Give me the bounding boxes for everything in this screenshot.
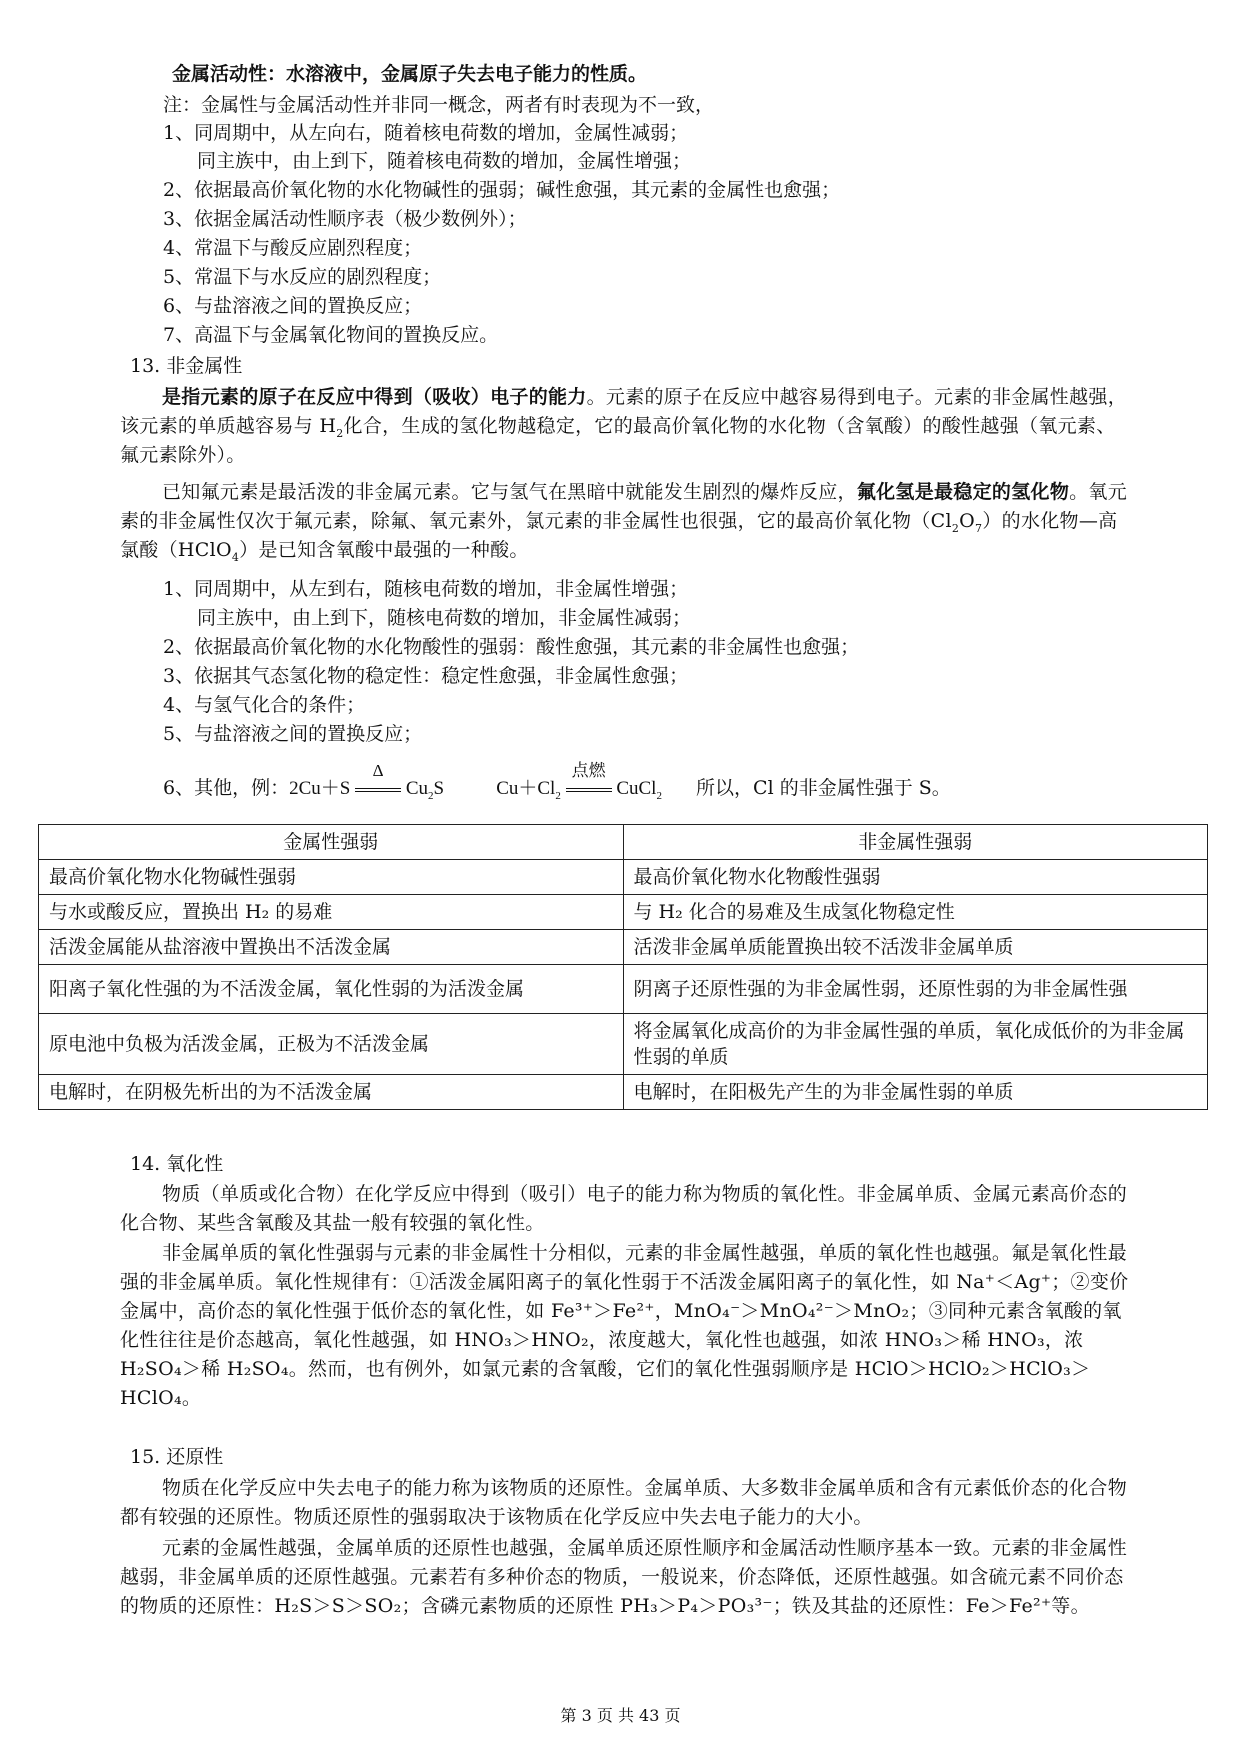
eq1-product: Cu: [405, 778, 429, 799]
eq1-reactants: 2Cu＋S: [289, 778, 351, 799]
metal-rule-7: 7、高温下与金属氧化物间的置换反应。: [163, 324, 499, 346]
nonmetal-rule-3: 3、依据其气态氢化物的稳定性：稳定性愈强，非金属性愈强；: [163, 665, 689, 687]
paragraph-15-1: 物质在化学反应中失去电子的能力称为该物质的还原性。金属单质、大多数非金属单质和含有元素低价态的化合物都有较强的还原性。物质还原性的强弱取决于该物质在化学反应中失去电子能力的大小。: [120, 1477, 1128, 1528]
eq1-product-sub: 2: [428, 789, 434, 802]
p13-1-bold: 是指元素的原子在反应中得到（吸收）电子的能力: [162, 386, 587, 408]
p13-1-text-b: 化合，生成的氢化物越稳定，它的最高价氧化物的水化物（含氧酸）的酸性越强（氧元素、氟元素除外）。: [120, 415, 1116, 466]
metal-rule-3: 3、依据金属活动性顺序表（极少数例外）；: [163, 208, 527, 230]
metal-note: 注：金属性与金属活动性并非同一概念，两者有时表现为不一致，: [163, 94, 715, 116]
p13-2-text-a: 已知氟元素是最活泼的非金属元素。它与氢气在黑暗中就能发生剧烈的爆炸反应，: [162, 481, 857, 503]
section-14-heading: 14. 氧化性: [130, 1153, 224, 1175]
nonmetal-rule-1b: 同主族中，由上到下，随核电荷数的增加，非金属性减弱；: [197, 607, 692, 629]
eq1-condition: Δ: [372, 761, 384, 780]
eq2-product: CuCl: [616, 778, 657, 799]
eq2-reactants: Cu＋Cl: [496, 778, 556, 799]
table-cell: 活泼非金属单质能置换出较不活泼非金属单质: [623, 930, 1208, 965]
table-cell: 最高价氧化物水化物碱性强弱: [39, 860, 624, 895]
p13-2-sub-1: 2: [951, 521, 960, 535]
rule-6-prefix: 6、其他，例：: [163, 777, 290, 799]
equation-1: [289, 761, 445, 802]
header-metal: 金属性强弱: [39, 825, 624, 860]
eq2-arrow: [566, 761, 612, 801]
metal-rule-5: 5、常温下与水反应的剧烈程度；: [163, 266, 442, 288]
table-row: [39, 860, 1208, 895]
p13-2-text-e: ）是已知含氧酸中最强的一种酸。: [239, 539, 529, 561]
metal-rule-2: 2、依据最高价氧化物的水化物碱性的强弱；碱性愈强，其元素的金属性也愈强；: [163, 179, 841, 201]
p13-2-text-d: ）的水化物—高氯酸（HClO: [120, 510, 1118, 561]
p13-2-sub-3: 4: [231, 550, 240, 564]
nonmetal-rule-4: 4、与氢气化合的条件；: [163, 694, 366, 716]
p13-2-text-b: 。氧元素的非金属性仅次于氟元素，除氟、氧元素外，氯元素的非金属性也很强，它的最高价氧化物（Cl: [120, 481, 1128, 532]
p13-1-sub: 2: [336, 426, 344, 440]
rule-6-suffix: 所以，Cl 的非金属性强于 S。: [696, 777, 951, 799]
nonmetal-rule-6: [163, 761, 951, 802]
p13-2-bold: 氟化氢是最稳定的氢化物: [856, 481, 1070, 503]
page-number-footer: 第 3 页 共 43 页: [560, 1706, 681, 1725]
p13-2-sub-2: 7: [975, 521, 983, 535]
paragraph-13-1: [120, 383, 1130, 470]
table-row: [39, 1014, 1208, 1075]
metal-rule-6: 6、与盐溶液之间的置换反应；: [163, 295, 423, 317]
table-row: [39, 965, 1208, 1014]
eq2-reactant-sub: 2: [555, 789, 561, 802]
equation-2: [496, 761, 662, 802]
eq2-equals-sign: [566, 788, 612, 792]
metal-activity-definition: 金属活动性：水溶液中，金属原子失去电子能力的性质。: [172, 63, 648, 85]
table-row: [39, 895, 1208, 930]
nonmetal-rule-1a: 1、同周期中，从左到右，随核电荷数的增加，非金属性增强；: [163, 578, 689, 600]
eq2-product-sub: 2: [656, 789, 662, 802]
eq1-product-tail: S: [433, 778, 445, 799]
eq1-arrow: [355, 761, 401, 801]
table-cell: 活泼金属能从盐溶液中置换出不活泼金属: [39, 930, 624, 965]
nonmetal-rule-5: 5、与盐溶液之间的置换反应；: [163, 723, 423, 745]
comparison-table: [38, 824, 1208, 1110]
table-cell: 最高价氧化物水化物酸性强弱: [623, 860, 1208, 895]
section-13-heading: 13. 非金属性: [130, 355, 243, 377]
table-cell: 原电池中负极为活泼金属，正极为不活泼金属: [39, 1014, 624, 1075]
header-nonmetal: 非金属性强弱: [623, 825, 1208, 860]
table-cell: 电解时，在阳极先产生的为非金属性弱的单质: [623, 1075, 1208, 1110]
nonmetal-rule-2: 2、依据最高价氧化物的水化物酸性的强弱：酸性愈强，其元素的非金属性也愈强；: [163, 636, 860, 658]
section-15-heading: 15. 还原性: [130, 1446, 224, 1468]
eq1-equals-sign: [355, 788, 401, 792]
table-cell: 阴离子还原性强的为非金属性弱，还原性弱的为非金属性强: [623, 965, 1208, 1014]
table-cell: 将金属氧化成高价的为非金属性强的单质，氧化成低价的为非金属性弱的单质: [623, 1014, 1208, 1075]
paragraph-15-2: 元素的金属性越强，金属单质的还原性也越强，金属单质还原性顺序和金属活动性顺序基本一致。元素的非金属性越弱，非金属单质的还原性越强。元素若有多种价态的物质，一般说来，价态降低，还原性越强。如含硫元素不同价态的物质的还原性：H₂S＞S＞SO₂；含磷元素物质的还原性 PH₃＞P₄＞PO₃³⁻；铁及其盐的还原性：Fe＞Fe²⁺等。: [120, 1537, 1128, 1617]
paragraph-14-1: 物质（单质或化合物）在化学反应中得到（吸引）电子的能力称为物质的氧化性。非金属单质、金属元素高价态的化合物、某些含氧酸及其盐一般有较强的氧化性。: [120, 1183, 1128, 1234]
paragraph-14-2: 非金属单质的氧化性强弱与元素的非金属性十分相似，元素的非金属性越强，单质的氧化性也越强。氟是氧化性最强的非金属单质。氧化性规律有：①活泼金属阳离子的氧化性弱于不活泼金属阳离子的氧化性，如 Na⁺＜Ag⁺；②变价金属中，高价态的氧化性强于低价态的氧化性，如 Fe³⁺＞Fe²⁺，MnO₄⁻＞MnO₄²⁻＞MnO₂；③同种元素含氧酸的氧化性往往是价态越高，氧化性越强，如 HNO₃＞HNO₂，浓度越大，氧化性也越强，如浓 HNO₃＞稀 HNO₃，浓 H₂SO₄＞稀 H₂SO₄。然而，也有例外，如氯元素的含氧酸，它们的氧化性强弱顺序是 HClO＞HClO₂＞HClO₃＞HClO₄。: [120, 1242, 1129, 1409]
paragraph-13-2: [120, 478, 1130, 565]
table-row: [39, 1075, 1208, 1110]
p13-1-text-a: 。元素的原子在反应中越容易得到电子。元素的非金属性越强，该元素的单质越容易与 H: [120, 386, 1128, 437]
table-cell: 电解时，在阴极先析出的为不活泼金属: [39, 1075, 624, 1110]
table-row: [39, 930, 1208, 965]
table-header-row: [39, 825, 1208, 860]
metal-rule-1b: 同主族中，由上到下，随着核电荷数的增加，金属性增强；: [197, 150, 692, 172]
table-cell: 与 H₂ 化合的易难及生成氢化物稳定性: [623, 895, 1208, 930]
eq2-condition: 点燃: [571, 761, 606, 780]
table-cell: 阳离子氧化性强的为不活泼金属，氧化性弱的为活泼金属: [39, 965, 624, 1014]
metal-rule-1a: 1、同周期中，从左向右，随着核电荷数的增加，金属性减弱；: [163, 122, 689, 144]
table-cell: 与水或酸反应，置换出 H₂ 的易难: [39, 895, 624, 930]
p13-2-text-c: O: [959, 510, 976, 532]
metal-rule-4: 4、常温下与酸反应剧烈程度；: [163, 237, 423, 259]
